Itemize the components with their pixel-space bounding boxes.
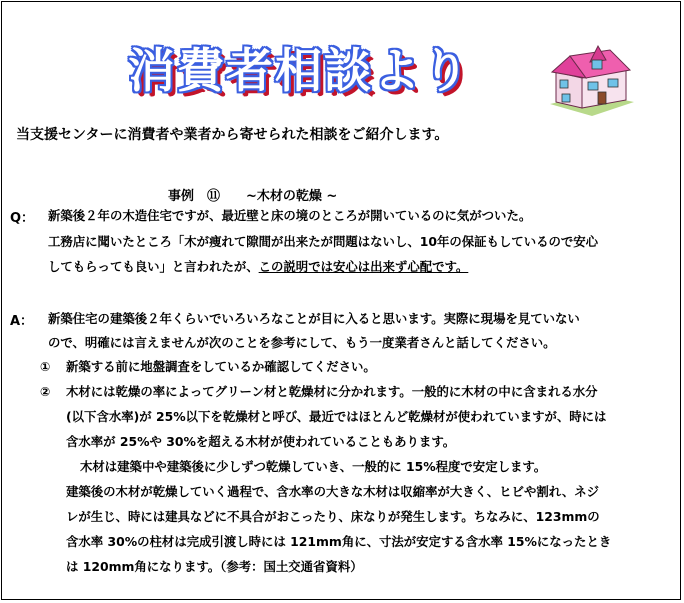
point-2-line-7: 含水率 30%の柱材は完成引渡し時には 121mm角に、寸法が安定する含水率 15%になったとき [66,534,612,549]
page-title: 消費者相談より [128,44,471,99]
question-line-3 [48,259,468,275]
point-2-line-8: は 120mm角になります。（参考：国土交通省資料） [66,559,363,574]
house-illustration [546,42,636,120]
intro-text: 当支援センターに消費者や業者から寄せられた相談をご紹介します。 [16,127,449,143]
point-2-line-1: 木材には乾燥の率によってグリーン材と乾燥材に分かれます。一般的に木材の中に含まれる水分 [66,384,598,399]
question-line-2: 工務店に聞いたところ「木が痩れて隙間が出来たが問題はないし、10年の保証もしているので安心 [48,234,599,249]
point-2-line-4: 木材は建築中や建築後に少しずつ乾燥していき、一般的に 15%程度で安定します。 [80,459,547,474]
case-heading: 事例 ⑪ ~木材の乾燥 ~ [168,189,338,204]
question-line-3-plain: してもらっても良い」と言われたが、 [48,259,259,274]
point-2-marker: ② [40,384,51,399]
point-2-line-3: 含水率が 25%や 30%を超える木材が使われていることもあります。 [66,434,456,449]
point-2-line-2: (以下含水率)が 25%以下を乾燥材と呼び、最近ではほとんど乾燥材が使われていますが、時には [66,409,607,424]
question-line-1: 新築後２年の木造住宅ですが、最近壁と床の境のところが開いているのに気がついた。 [48,208,532,223]
question-line-3-underlined: この説明では安心は出来ず心配です。 [258,259,469,274]
question-marker: Q： [10,211,35,226]
point-2-line-6: レが生じ、時には建具などに不具合がおこったり、床なりが発生します。ちなみに、123mmの [66,509,600,524]
point-1-text: 新築する前に地盤調査をしているか確認してください。 [66,359,376,374]
answer-line-1: 新築住宅の建築後２年くらいでいろいろなことが目に入ると思います。実際に現場を見ていない [48,311,580,326]
point-2-line-5: 建築後の木材が乾燥していく過程で、含水率の大きな木材は収縮率が大きく、ヒビや割れ、ネジ [66,484,600,499]
point-1-marker: ① [40,359,51,374]
answer-line-2: ので、明確には言えませんが次のことを参考にして、もう一度業者さんと話してください。 [48,335,556,350]
answer-marker: A： [10,314,34,329]
